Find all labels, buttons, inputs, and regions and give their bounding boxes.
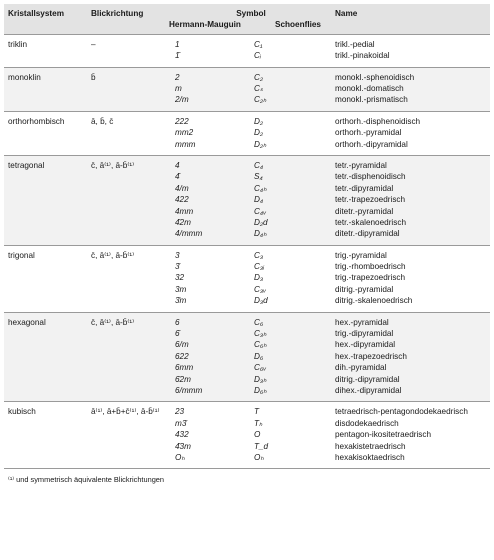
cell-hermann-mauguin-entry: 6/mmm xyxy=(175,385,203,395)
cell-kristallsystem xyxy=(4,155,87,245)
cell-kristallsystem-text: tetragonal xyxy=(8,160,45,170)
cell-blickrichtung-text: c̄, ā⁽¹⁾, ā-b̄⁽¹⁾ xyxy=(91,317,135,327)
cell-hermann-mauguin-entry: 3̄m xyxy=(175,296,187,306)
cell-schoenflies xyxy=(250,245,331,312)
cell-hermann-mauguin xyxy=(171,111,250,155)
cell-hermann-mauguin xyxy=(171,34,250,67)
cell-kristallsystem-text: kubisch xyxy=(8,407,36,417)
header-kristallsystem: Kristallsystem xyxy=(8,9,64,18)
cell-schoenflies-entry: D₂ xyxy=(254,128,264,138)
cell-name-entry: ditrig.-pyramidal xyxy=(335,284,394,294)
cell-blickrichtung-text: c̄, ā⁽¹⁾, ā-b̄⁽¹⁾ xyxy=(91,250,135,260)
cell-schoenflies xyxy=(250,111,331,155)
cell-hermann-mauguin-entry: 222 xyxy=(175,116,189,126)
cell-kristallsystem-text: orthorhombisch xyxy=(8,116,65,126)
cell-schoenflies-entry: D₃ xyxy=(254,273,264,283)
cell-name-entry: tetraedrisch-pentagondodekaedrisch xyxy=(335,407,468,417)
footnote: ⁽¹⁾ und symmetrisch äquivalente Blickrichtungen xyxy=(4,469,490,486)
cell-name-entry: ditetr.-dipyramidal xyxy=(335,229,400,239)
table-row xyxy=(4,67,490,111)
cell-kristallsystem-text: trigonal xyxy=(8,250,35,260)
cell-schoenflies-entry: C₆ xyxy=(254,317,264,327)
cell-schoenflies-entry: D₆ xyxy=(254,351,264,361)
table-row xyxy=(4,155,490,245)
cell-blickrichtung xyxy=(87,155,171,245)
cell-schoenflies-entry: D₃d xyxy=(254,296,268,306)
cell-hermann-mauguin-entry: 622 xyxy=(175,351,189,361)
cell-hermann-mauguin-entry: 4̄2m xyxy=(175,217,191,227)
cell-name-entry: orthorh.-pyramidal xyxy=(335,128,402,138)
cell-kristallsystem-text: monoklin xyxy=(8,72,41,82)
cell-hermann-mauguin-entry: 1̄ xyxy=(175,51,180,61)
cell-schoenflies-entry: C₃ᵥ xyxy=(254,284,267,294)
cell-name-entry: trig.-pyramidal xyxy=(335,250,387,260)
cell-blickrichtung-text: ā⁽¹⁾, ā+b̄+c̄⁽¹⁾, ā-b̄⁽¹⁾ xyxy=(91,407,160,417)
header-symbol xyxy=(171,4,331,34)
cell-schoenflies-entry: C₆ᵥ xyxy=(254,363,267,373)
cell-hermann-mauguin-entry: 6 xyxy=(175,317,180,327)
cell-name-entry: trig.-trapezoedrisch xyxy=(335,273,406,283)
cell-schoenflies-entry: S₄ xyxy=(254,172,263,182)
cell-name xyxy=(331,245,490,312)
table-row xyxy=(4,312,490,402)
cell-name-entry: tetr.-pyramidal xyxy=(335,160,387,170)
cell-name-entry: trig.-rhomboedrisch xyxy=(335,262,406,272)
cell-hermann-mauguin xyxy=(171,402,250,469)
cell-schoenflies-entry: C₂ₕ xyxy=(254,95,267,105)
cell-schoenflies xyxy=(250,312,331,402)
crystal-class-table xyxy=(4,4,490,486)
header-blickrichtung: Blickrichtung xyxy=(91,9,144,18)
cell-name xyxy=(331,312,490,402)
cell-name-entry: tetr.-skalenoedrisch xyxy=(335,217,406,227)
footnote-row xyxy=(4,469,490,486)
table-row xyxy=(4,34,490,67)
cell-blickrichtung xyxy=(87,111,171,155)
cell-hermann-mauguin xyxy=(171,312,250,402)
cell-blickrichtung xyxy=(87,67,171,111)
cell-hermann-mauguin-entry: Oₕ xyxy=(175,452,185,462)
cell-name-entry: hexakistetraedrisch xyxy=(335,441,406,451)
cell-schoenflies-entry: C₃ₕ xyxy=(254,329,267,339)
cell-hermann-mauguin-entry: 4̄ xyxy=(175,172,180,182)
cell-name-entry: tetr.-trapezoedrisch xyxy=(335,195,406,205)
cell-schoenflies-entry: D₂d xyxy=(254,217,268,227)
cell-hermann-mauguin-entry: m xyxy=(175,83,182,93)
cell-hermann-mauguin-entry: 3̄ xyxy=(175,262,180,272)
header-symbol-label: Symbol xyxy=(236,9,266,18)
cell-name-entry: disdodekaedrisch xyxy=(335,418,399,428)
cell-kristallsystem-text: triklin xyxy=(8,39,28,49)
header-schoenflies: Schoenflies xyxy=(275,20,321,30)
cell-name xyxy=(331,402,490,469)
cell-name-entry: monokl.-prismatisch xyxy=(335,95,408,105)
cell-kristallsystem xyxy=(4,34,87,67)
cell-name-entry: dih.-pyramidal xyxy=(335,363,387,373)
cell-schoenflies-entry: C₆ₕ xyxy=(254,340,267,350)
cell-hermann-mauguin xyxy=(171,67,250,111)
cell-name-entry: ditrig.-skalenoedrisch xyxy=(335,296,413,306)
cell-hermann-mauguin-entry: 6̄ xyxy=(175,329,180,339)
cell-name-entry: hex.-dipyramidal xyxy=(335,340,396,350)
cell-name-entry: monokl.-sphenoidisch xyxy=(335,72,415,82)
cell-schoenflies-entry: C₃ᵢ xyxy=(254,262,265,272)
cell-kristallsystem xyxy=(4,312,87,402)
cell-schoenflies-entry: D₃ₕ xyxy=(254,374,267,384)
table-row xyxy=(4,111,490,155)
cell-hermann-mauguin-entry: 4 xyxy=(175,160,180,170)
cell-name-entry: ditrig.-dipyramidal xyxy=(335,374,400,384)
cell-hermann-mauguin-entry: 4̄3m xyxy=(175,441,191,451)
cell-name-entry: monokl.-domatisch xyxy=(335,83,404,93)
cell-hermann-mauguin-entry: 6̄2m xyxy=(175,374,191,384)
cell-name xyxy=(331,34,490,67)
cell-hermann-mauguin-entry: mmm xyxy=(175,139,196,149)
cell-hermann-mauguin-entry: 4/m xyxy=(175,183,189,193)
cell-blickrichtung xyxy=(87,312,171,402)
cell-name-entry: pentagon-ikositetraedrisch xyxy=(335,430,432,440)
cell-hermann-mauguin-entry: 1 xyxy=(175,39,180,49)
cell-blickrichtung xyxy=(87,34,171,67)
table-row xyxy=(4,245,490,312)
cell-schoenflies-entry: Cₛ xyxy=(254,83,263,93)
cell-blickrichtung xyxy=(87,402,171,469)
cell-schoenflies-entry: D₄ₕ xyxy=(254,229,267,239)
cell-hermann-mauguin xyxy=(171,155,250,245)
cell-hermann-mauguin-entry: m3̄ xyxy=(175,418,187,428)
cell-kristallsystem xyxy=(4,111,87,155)
table-row xyxy=(4,402,490,469)
header-name: Name xyxy=(335,9,358,18)
cell-schoenflies-entry: Oₕ xyxy=(254,452,264,462)
cell-hermann-mauguin-entry: 2/m xyxy=(175,95,189,105)
cell-schoenflies-entry: C₁ xyxy=(254,39,263,49)
cell-hermann-mauguin-entry: 6mm xyxy=(175,363,194,373)
cell-hermann-mauguin-entry: 32 xyxy=(175,273,185,283)
cell-name-entry: hex.-pyramidal xyxy=(335,317,389,327)
cell-name-entry: tetr.-disphenoidisch xyxy=(335,172,406,182)
cell-kristallsystem xyxy=(4,67,87,111)
cell-name-entry: trikl.-pedial xyxy=(335,39,375,49)
cell-schoenflies-entry: O xyxy=(254,430,261,440)
header-symbol-sub xyxy=(171,19,331,30)
cell-blickrichtung xyxy=(87,245,171,312)
cell-schoenflies-entry: C₄ᵥ xyxy=(254,206,267,216)
cell-schoenflies xyxy=(250,34,331,67)
cell-name-entry: trikl.-pinakoidal xyxy=(335,51,390,61)
cell-hermann-mauguin-entry: mm2 xyxy=(175,128,194,138)
cell-blickrichtung-text: c̄, ā⁽¹⁾, ā-b̄⁽¹⁾ xyxy=(91,160,135,170)
cell-schoenflies-entry: D₄ xyxy=(254,195,264,205)
cell-schoenflies-entry: T_d xyxy=(254,441,269,451)
cell-schoenflies-entry: D₂ₕ xyxy=(254,139,267,149)
cell-blickrichtung-text: – xyxy=(91,39,96,49)
cell-schoenflies-entry: C₃ xyxy=(254,250,264,260)
cell-hermann-mauguin-entry: 4/mmm xyxy=(175,229,203,239)
cell-hermann-mauguin-entry: 2 xyxy=(175,72,180,82)
cell-hermann-mauguin-entry: 422 xyxy=(175,195,189,205)
cell-hermann-mauguin-entry: 6/m xyxy=(175,340,189,350)
cell-kristallsystem-text: hexagonal xyxy=(8,317,46,327)
cell-hermann-mauguin-entry: 23 xyxy=(175,407,185,417)
cell-hermann-mauguin-entry: 4mm xyxy=(175,206,194,216)
cell-schoenflies-entry: Tₕ xyxy=(254,418,263,428)
cell-schoenflies xyxy=(250,67,331,111)
header-row xyxy=(4,4,490,34)
cell-schoenflies xyxy=(250,155,331,245)
cell-name xyxy=(331,67,490,111)
cell-hermann-mauguin-entry: 3m xyxy=(175,284,187,294)
cell-hermann-mauguin-entry: 432 xyxy=(175,430,189,440)
cell-schoenflies xyxy=(250,402,331,469)
cell-name-entry: hex.-trapezoedrisch xyxy=(335,351,407,361)
cell-name-entry: orthorh.-dipyramidal xyxy=(335,139,408,149)
cell-schoenflies-entry: T xyxy=(254,407,260,417)
cell-kristallsystem xyxy=(4,245,87,312)
cell-schoenflies-entry: D₆ₕ xyxy=(254,385,267,395)
cell-schoenflies-entry: Cᵢ xyxy=(254,51,261,61)
header-symbol-wrap xyxy=(171,8,331,19)
cell-hermann-mauguin-entry: 3 xyxy=(175,250,180,260)
cell-blickrichtung-text: ā, b̄, c̄ xyxy=(91,116,114,126)
cell-schoenflies-entry: C₄ xyxy=(254,160,264,170)
cell-name-entry: ditetr.-pyramidal xyxy=(335,206,394,216)
cell-name-entry: trig.-dipyramidal xyxy=(335,329,394,339)
cell-name-entry: hexakisoktaedrisch xyxy=(335,452,405,462)
cell-kristallsystem xyxy=(4,402,87,469)
cell-name-entry: tetr.-dipyramidal xyxy=(335,183,394,193)
header-hermann-mauguin: Hermann-Mauguin xyxy=(169,20,241,30)
cell-blickrichtung-text: b̄ xyxy=(91,72,96,82)
cell-schoenflies-entry: C₄ₕ xyxy=(254,183,267,193)
cell-name-entry: dihex.-dipyramidal xyxy=(335,385,402,395)
cell-schoenflies-entry: D₂ xyxy=(254,116,264,126)
cell-name xyxy=(331,111,490,155)
cell-hermann-mauguin xyxy=(171,245,250,312)
cell-name xyxy=(331,155,490,245)
cell-schoenflies-entry: C₂ xyxy=(254,72,264,82)
table-body xyxy=(4,34,490,485)
cell-name-entry: orthorh.-disphenoidisch xyxy=(335,116,421,126)
